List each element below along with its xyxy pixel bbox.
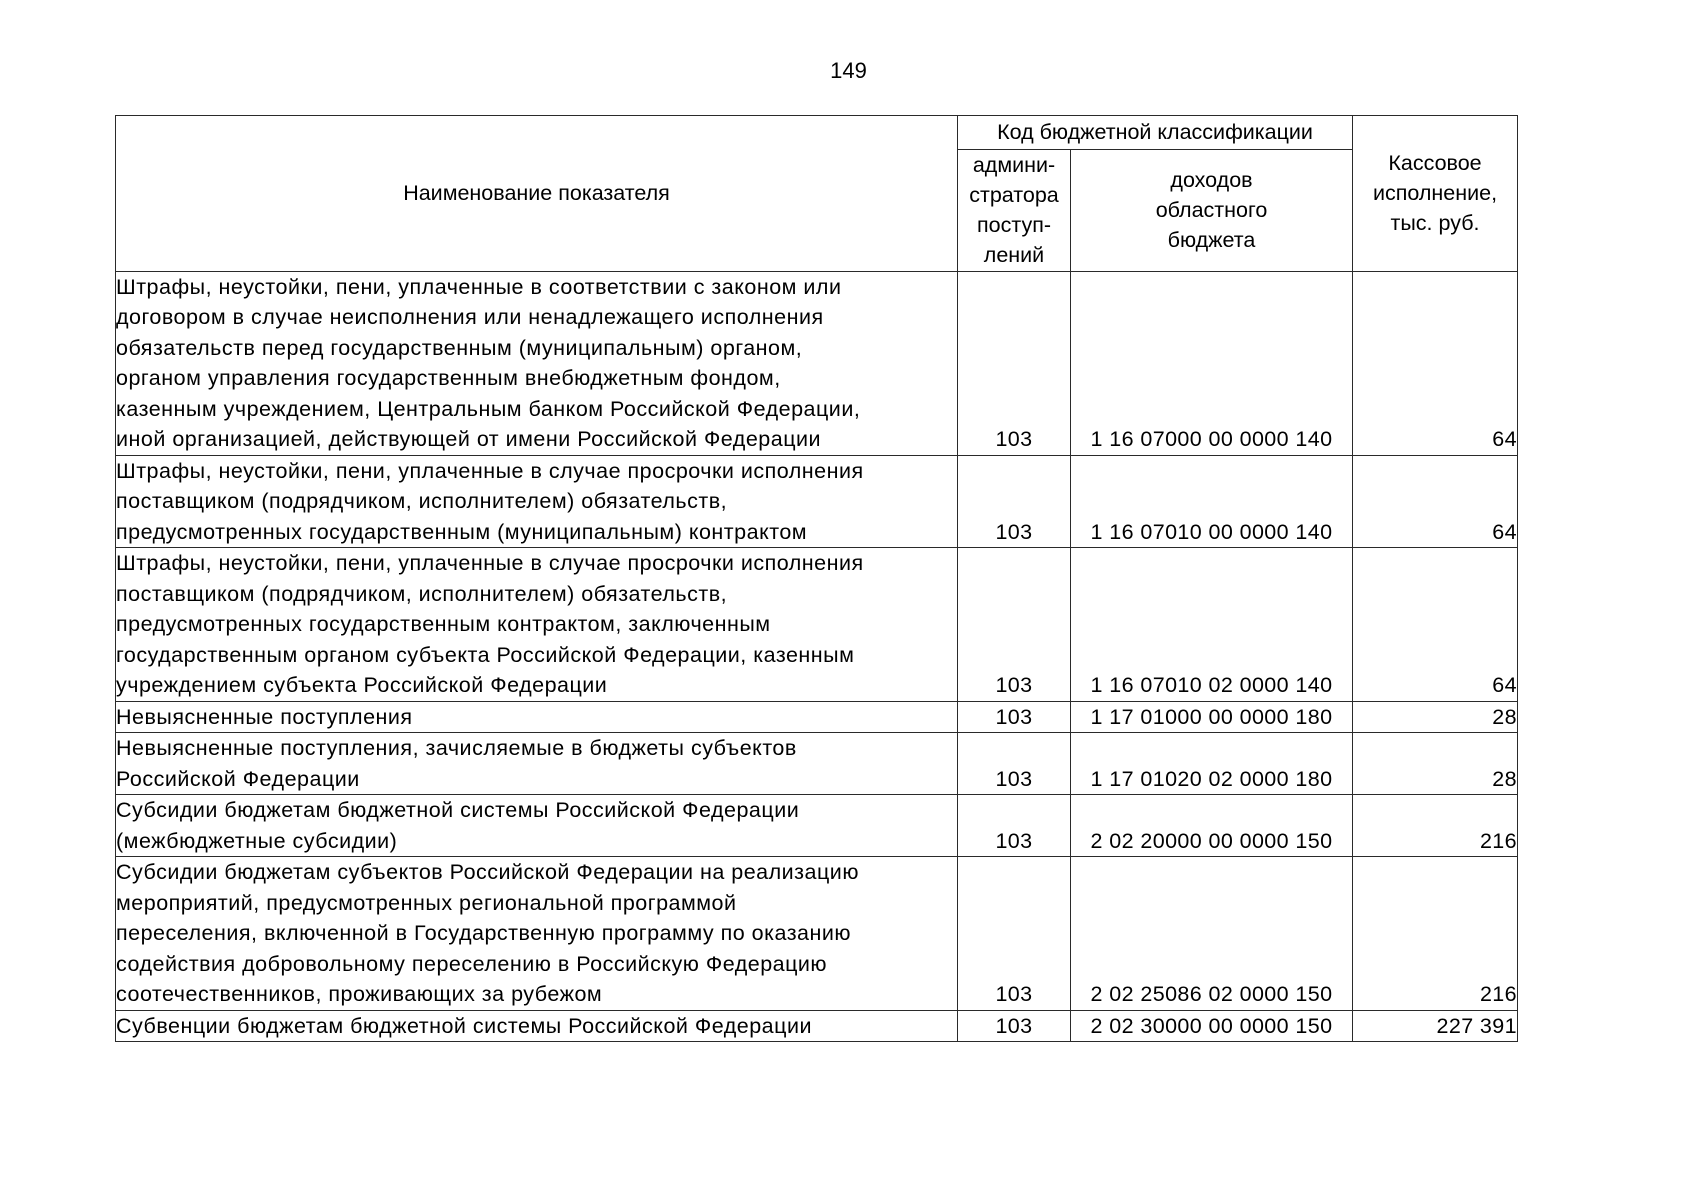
income-code-cell: 1 16 07010 00 0000 140 <box>1071 455 1353 548</box>
indicator-name-cell <box>116 271 958 455</box>
amount-cell: 216 <box>1353 857 1518 1011</box>
budget-table <box>115 115 1518 1042</box>
table-row <box>116 795 1518 857</box>
indicator-name-line: Невыясненные поступления, зачисляемые в бюджеты субъектов <box>116 736 797 760</box>
header-line: поступ- <box>977 213 1051 237</box>
header-line: Кассовое <box>1388 151 1482 175</box>
admin-code-cell: 103 <box>958 733 1071 795</box>
indicator-name-line: учреждением субъекта Российской Федерации <box>116 673 608 697</box>
income-code-cell: 2 02 30000 00 0000 150 <box>1071 1010 1353 1042</box>
indicator-name-line: Субсидии бюджетам субъектов Российской Федерации на реализацию <box>116 860 859 884</box>
indicator-name-line: Штрафы, неустойки, пени, уплаченные в случае просрочки исполнения <box>116 458 864 483</box>
header-line: бюджета <box>1167 228 1256 252</box>
table-row <box>116 455 1518 548</box>
admin-code-cell: 103 <box>958 271 1071 455</box>
indicator-name-line: поставщиком (подрядчиком, исполнителем) обязательств, <box>116 581 728 606</box>
indicator-name-cell <box>116 733 958 795</box>
indicator-name-cell <box>116 701 958 733</box>
header-line: стратора <box>969 183 1059 207</box>
header-line: админи- <box>972 153 1056 177</box>
amount-cell: 64 <box>1353 455 1518 548</box>
indicator-name-cell <box>116 795 958 857</box>
column-header-admin <box>958 150 1071 272</box>
income-code-cell: 2 02 25086 02 0000 150 <box>1071 857 1353 1011</box>
table-row <box>116 271 1518 455</box>
indicator-name-line: иной организацией, действующей от имени Российской Федерации <box>116 427 822 451</box>
column-header-admin-text <box>969 150 1059 270</box>
indicator-name-cell <box>116 857 958 1011</box>
indicator-name-line: казенным учреждением, Центральным банком Российской Федерации, <box>116 396 861 421</box>
column-header-amount <box>1353 116 1518 272</box>
admin-code-cell: 103 <box>958 1010 1071 1042</box>
admin-code-cell: 103 <box>958 857 1071 1011</box>
indicator-name-line: Субсидии бюджетам бюджетной системы Российской Федерации <box>116 798 800 822</box>
column-header-income <box>1071 150 1353 272</box>
indicator-name-cell <box>116 548 958 702</box>
table-body <box>116 271 1518 1042</box>
table-row <box>116 548 1518 702</box>
indicator-name-line: Штрафы, неустойки, пени, уплаченные в соответствии с законом или <box>116 274 842 299</box>
indicator-name-line: Российской Федерации <box>116 766 360 791</box>
indicator-name-line: Невыясненные поступления <box>116 704 413 729</box>
indicator-name-line: договором в случае неисполнения или ненадлежащего исполнения <box>116 305 824 329</box>
income-code-cell: 1 16 07000 00 0000 140 <box>1071 271 1353 455</box>
admin-code-cell: 103 <box>958 548 1071 702</box>
income-code-cell: 1 17 01000 00 0000 180 <box>1071 701 1353 733</box>
indicator-name-line: соотечественников, проживающих за рубежом <box>116 982 603 1006</box>
amount-cell: 216 <box>1353 795 1518 857</box>
amount-cell: 227 391 <box>1353 1010 1518 1042</box>
indicator-name-line: мероприятий, предусмотренных региональной программой <box>116 890 737 915</box>
admin-code-cell: 103 <box>958 795 1071 857</box>
amount-cell: 28 <box>1353 733 1518 795</box>
indicator-name-line: переселения, включенной в Государственную программу по оказанию <box>116 921 852 945</box>
header-line: исполнение, <box>1372 181 1498 205</box>
amount-cell: 64 <box>1353 548 1518 702</box>
indicator-name-line: Субвенции бюджетам бюджетной системы Российской Федерации <box>116 1013 812 1038</box>
header-line: лений <box>983 243 1045 267</box>
indicator-name-line: органом управления государственным внебюджетным фондом, <box>116 366 781 390</box>
indicator-name-line: поставщиком (подрядчиком, исполнителем) обязательств, <box>116 489 728 513</box>
header-line: доходов <box>1170 168 1253 192</box>
amount-cell: 64 <box>1353 271 1518 455</box>
table-row <box>116 1010 1518 1042</box>
indicator-name-cell <box>116 1010 958 1042</box>
admin-code-cell: 103 <box>958 701 1071 733</box>
table-header <box>116 116 1518 272</box>
indicator-name-line: Штрафы, неустойки, пени, уплаченные в случае просрочки исполнения <box>116 551 864 575</box>
table-row <box>116 857 1518 1011</box>
amount-cell: 28 <box>1353 701 1518 733</box>
table-row <box>116 733 1518 795</box>
indicator-name-line: (межбюджетные субсидии) <box>116 828 398 853</box>
admin-code-cell: 103 <box>958 455 1071 548</box>
income-code-cell: 1 17 01020 02 0000 180 <box>1071 733 1353 795</box>
indicator-name-line: предусмотренных государственным (муниципальным) контрактом <box>116 519 808 544</box>
header-line: тыс. руб. <box>1390 211 1480 235</box>
income-code-cell: 1 16 07010 02 0000 140 <box>1071 548 1353 702</box>
header-line: областного <box>1155 198 1268 222</box>
column-header-amount-text <box>1373 148 1497 238</box>
column-header-name: Наименование показателя <box>116 116 958 272</box>
page-number: 149 <box>830 58 867 83</box>
column-header-income-text <box>1156 165 1268 255</box>
indicator-name-line: обязательств перед государственным (муниципальным) органом, <box>116 335 803 360</box>
income-code-cell: 2 02 20000 00 0000 150 <box>1071 795 1353 857</box>
column-header-code-group: Код бюджетной классификации <box>958 116 1353 150</box>
indicator-name-cell <box>116 455 958 548</box>
indicator-name-line: предусмотренных государственным контрактом, заключенным <box>116 612 771 636</box>
indicator-name-line: государственным органом субъекта Российской Федерации, казенным <box>116 642 855 667</box>
table-row <box>116 701 1518 733</box>
indicator-name-line: содействия добровольному переселению в Российскую Федерацию <box>116 951 828 976</box>
